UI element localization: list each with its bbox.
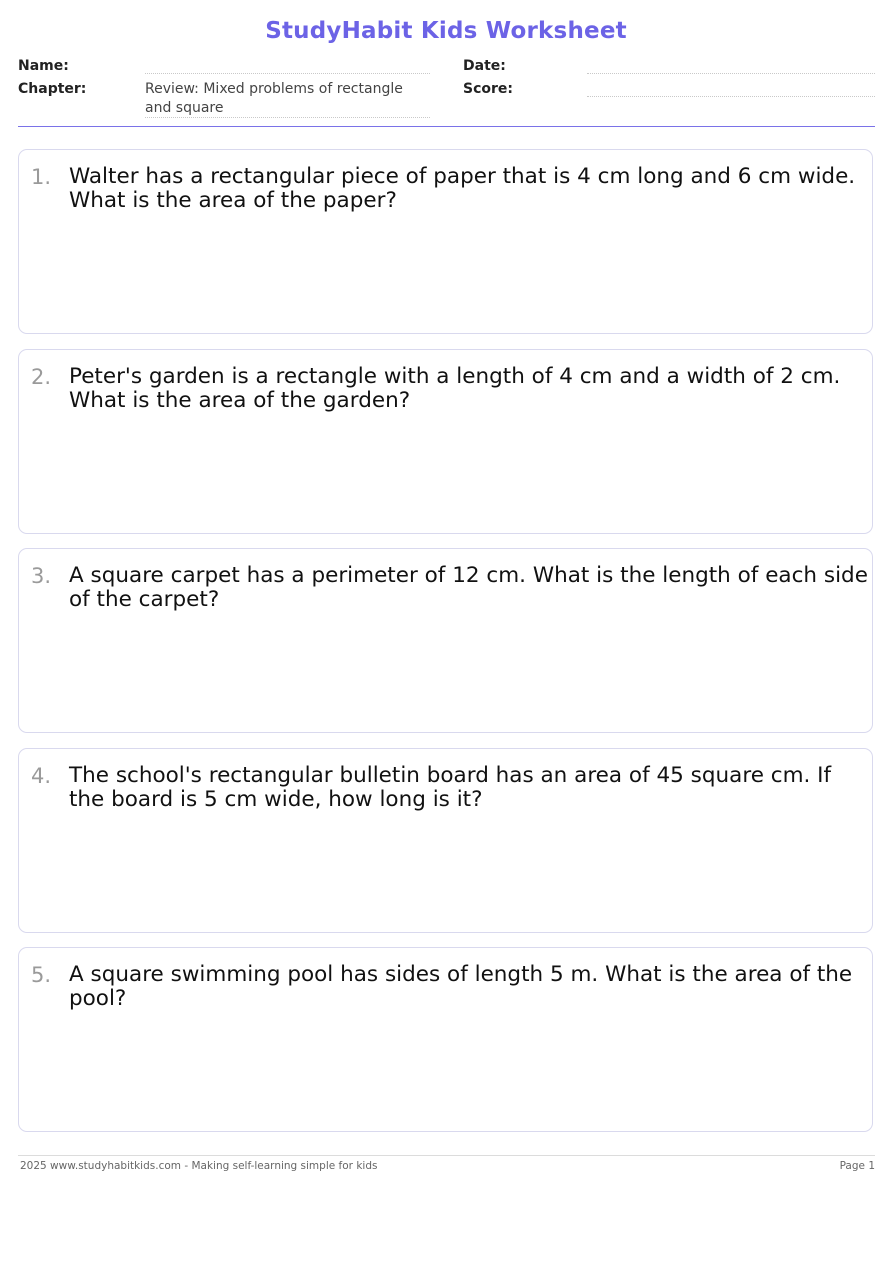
score-field[interactable] — [587, 77, 875, 97]
worksheet-title: StudyHabit Kids Worksheet — [265, 18, 627, 44]
header-divider — [18, 126, 875, 127]
question-card-5[interactable] — [18, 947, 873, 1132]
name-field[interactable] — [145, 54, 430, 74]
question-card-3[interactable] — [18, 548, 873, 733]
footer-credit: 2025 www.studyhabitkids.com - Making self-learning simple for kids — [20, 1160, 378, 1172]
date-field[interactable] — [587, 54, 875, 74]
question-number: 5. — [31, 963, 52, 987]
question-card-2[interactable] — [18, 349, 873, 534]
page-number: Page 1 — [839, 1160, 875, 1172]
question-text: Peter's garden is a rectangle with a length of 4 cm and a width of 2 cm. What is the area of the garden? — [69, 364, 841, 413]
question-text: A square swimming pool has sides of length 5 m. What is the area of the pool? — [69, 962, 853, 1011]
question-number: 1. — [31, 165, 52, 189]
question-number: 3. — [31, 564, 52, 588]
question-card-1[interactable] — [18, 149, 873, 334]
score-label: Score: — [463, 81, 513, 97]
footer-divider — [18, 1155, 875, 1156]
question-text: Walter has a rectangular piece of paper that is 4 cm long and 6 cm wide. What is the area of the paper? — [69, 164, 856, 213]
question-text: A square carpet has a perimeter of 12 cm. What is the length of each side of the carpet? — [69, 563, 868, 612]
name-label: Name: — [18, 58, 69, 74]
chapter-field[interactable]: Review: Mixed problems of rectangle and square — [145, 80, 430, 118]
chapter-label: Chapter: — [18, 81, 87, 97]
question-number: 2. — [31, 365, 52, 389]
question-card-4[interactable] — [18, 748, 873, 933]
date-label: Date: — [463, 58, 506, 74]
question-text: The school's rectangular bulletin board has an area of 45 square cm. If the board is 5 cm wide, how long is it? — [69, 763, 832, 812]
question-number: 4. — [31, 764, 52, 788]
